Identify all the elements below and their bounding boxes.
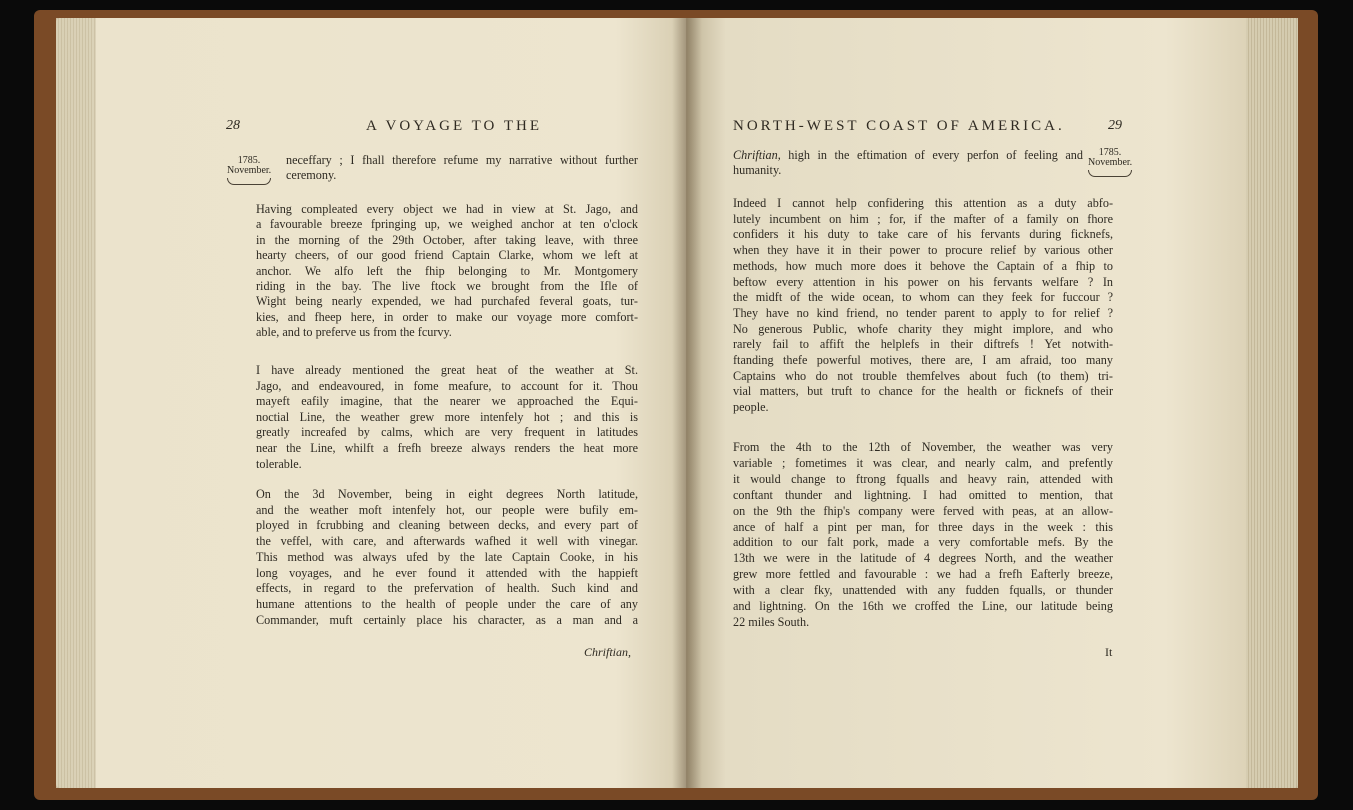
right-margin-month: November. [1088, 157, 1133, 168]
left-paragraph-1 [286, 153, 638, 184]
text-line: On the 3d November, being in eight degrees North latitude, [256, 487, 638, 501]
left-paragraph-3 [256, 363, 638, 472]
text-line: and the weather moft intenfely hot, our people were bufily em- [256, 502, 638, 517]
text-line: variable ; fometimes it was clear, and nearly calm, and prefently [733, 455, 1113, 470]
text-line: lutely incumbent on him ; for, if the mafter of a family on fhore [733, 211, 1113, 226]
text-line: beftow every attention in his power on his fervants welfare ? In [733, 274, 1113, 289]
left-page-number: 28 [226, 118, 240, 133]
text-line: grew more fettled and favourable : we had a frefh Eafterly breeze, [733, 567, 1113, 582]
text-line: methods, how much more does it behove the Captain of a fhip to [733, 258, 1113, 273]
text-line: neceffary ; I fhall therefore refume my narrative without further [286, 153, 638, 167]
left-margin-year: 1785. [237, 155, 261, 166]
text-line: rarely fail to affift the helplefs in their diftrefs ! Yet notwith- [733, 337, 1113, 352]
text-line: Jago, and endeavoured, in fome meafure, to account for it. Thou [256, 378, 638, 393]
text-line: 22 miles South. [733, 614, 810, 629]
text-line: vial matters, but truft to chance for the health or ficknefs of their [733, 384, 1113, 399]
left-running-head: A VOYAGE TO THE [366, 118, 542, 134]
right-margin-year: 1785. [1098, 147, 1122, 158]
text-line: No generous Public, whofe charity they might implore, and who [733, 321, 1113, 336]
text-line: it would change to ftrong fqualls and heavy rain, attended with [733, 471, 1113, 486]
text-line: ance of half a pint per man, for three days in the week : this [733, 519, 1113, 534]
text-line: Commander, muft certainly place his character, as a man and a [256, 612, 638, 627]
left-page-edges [56, 18, 96, 788]
text-line: riding in the bay. The live ftock we brought from the Ifle of [256, 279, 638, 294]
text-line: ceremony. [286, 168, 337, 183]
text-line: near the Line, whilft a frefh breeze always renders the heat more [256, 440, 638, 455]
left-paragraph-2 [256, 202, 638, 341]
text-line: in the morning of the 29th October, after taking leave, with three [256, 232, 638, 247]
right-catchword: It [1105, 645, 1113, 659]
text-line: a favourable breeze fpringing up, we weighed anchor at ten o'clock [256, 217, 638, 232]
text-line: ployed in fcrubbing and cleaning between decks, and every part of [256, 518, 638, 533]
text-line: with a clear fky, unattended with any fudden fqualls, or thunder [733, 583, 1113, 598]
left-catchword: Chriftian, [584, 645, 632, 659]
left-margin-month: November. [227, 165, 272, 176]
text-line: mayeft eafily imagine, that the nearer we approached the Equi- [256, 394, 638, 409]
text-line: the veffel, with care, and afterwards wafhed it well with vinegar. [256, 534, 638, 549]
left-margin-brace [227, 178, 271, 185]
text-line: and lightning. On the 16th we croffed the Line, our latitude being [733, 599, 1113, 614]
text-line: kies, and fheep here, in order to make our voyage more comfort- [256, 309, 638, 324]
left-margin-date [227, 156, 271, 185]
text-line: when they have it in their power to procure relief by various other [733, 243, 1113, 258]
text-line: ftanding thefe powerful motives, there are, I am afraid, too many [733, 353, 1113, 368]
text-line: Wight being nearly expended, we had purchafed feveral goats, tur- [256, 294, 638, 309]
text-line: effects, in regard to the prefervation of health. Such kind and [256, 581, 638, 596]
text-line: addition to our falt pork, made a very comfortable mefs. By the [733, 535, 1113, 550]
text-line: hearty cheers, of our good friend Captain Clarke, whom we left at [256, 248, 638, 263]
text-line: Captains who do not trouble themfelves about fuch (to them) tri- [733, 368, 1113, 383]
text-line: the midft of the wide ocean, to whom can they feek for fuccour ? [733, 290, 1113, 305]
right-paragraph-1 [733, 148, 1083, 179]
text-line: confiders it his duty to take care of his fervants during ficknefs, [733, 227, 1113, 242]
book-gutter [672, 18, 702, 788]
text-line: humane attentions to the health of people under the care of any [256, 596, 638, 611]
text-line: From the 4th to the 12th of November, the weather was very [733, 440, 1113, 454]
right-page-edges [1246, 18, 1298, 788]
text-line: anchor. We alfo left the fhip belonging to Mr. Montgomery [256, 263, 638, 278]
text-line: Having compleated every object we had in view at St. Jago, and [256, 202, 638, 216]
text-line: noctial Line, the weather grew more intenfely hot ; and this is [256, 409, 638, 424]
right-paragraph-3 [733, 440, 1113, 631]
text-line: tolerable. [256, 456, 302, 471]
text-line: able, and to preferve us from the fcurvy. [256, 325, 452, 340]
right-running-head: NORTH-WEST COAST OF AMERICA. [733, 118, 1065, 134]
right-margin-brace [1088, 170, 1132, 177]
text-line: conftant thunder and lightning. I had omitted to mention, that [733, 487, 1113, 502]
text-line: long voyages, and he ever found it attended with the happieft [256, 565, 638, 580]
text-line: humanity. [733, 163, 782, 178]
text-line: Indeed I cannot help confidering this attention as a duty abfo- [733, 196, 1113, 210]
text-line: Chriftian, high in the eftimation of every perfon of feeling and [733, 148, 1083, 162]
text-line: greatly increafed by calms, which are very frequent in latitudes [256, 425, 638, 440]
text-line: people. [733, 400, 769, 415]
text-line: on the 9th the fhip's company were ferved with peas, at an allow- [733, 503, 1113, 518]
right-page-number: 29 [1108, 118, 1122, 133]
right-paragraph-2 [733, 196, 1113, 416]
text-line: I have already mentioned the great heat of the weather at St. [256, 363, 638, 377]
left-paragraph-4 [256, 487, 638, 628]
text-line: 13th we were in the latitude of 4 degrees North, and the weather [733, 551, 1113, 566]
right-margin-date [1088, 148, 1132, 177]
text-line: They have no kind friend, no tender parent to apply to for relief ? [733, 305, 1113, 320]
text-line: This method was always ufed by the late Captain Cooke, in his [256, 549, 638, 564]
